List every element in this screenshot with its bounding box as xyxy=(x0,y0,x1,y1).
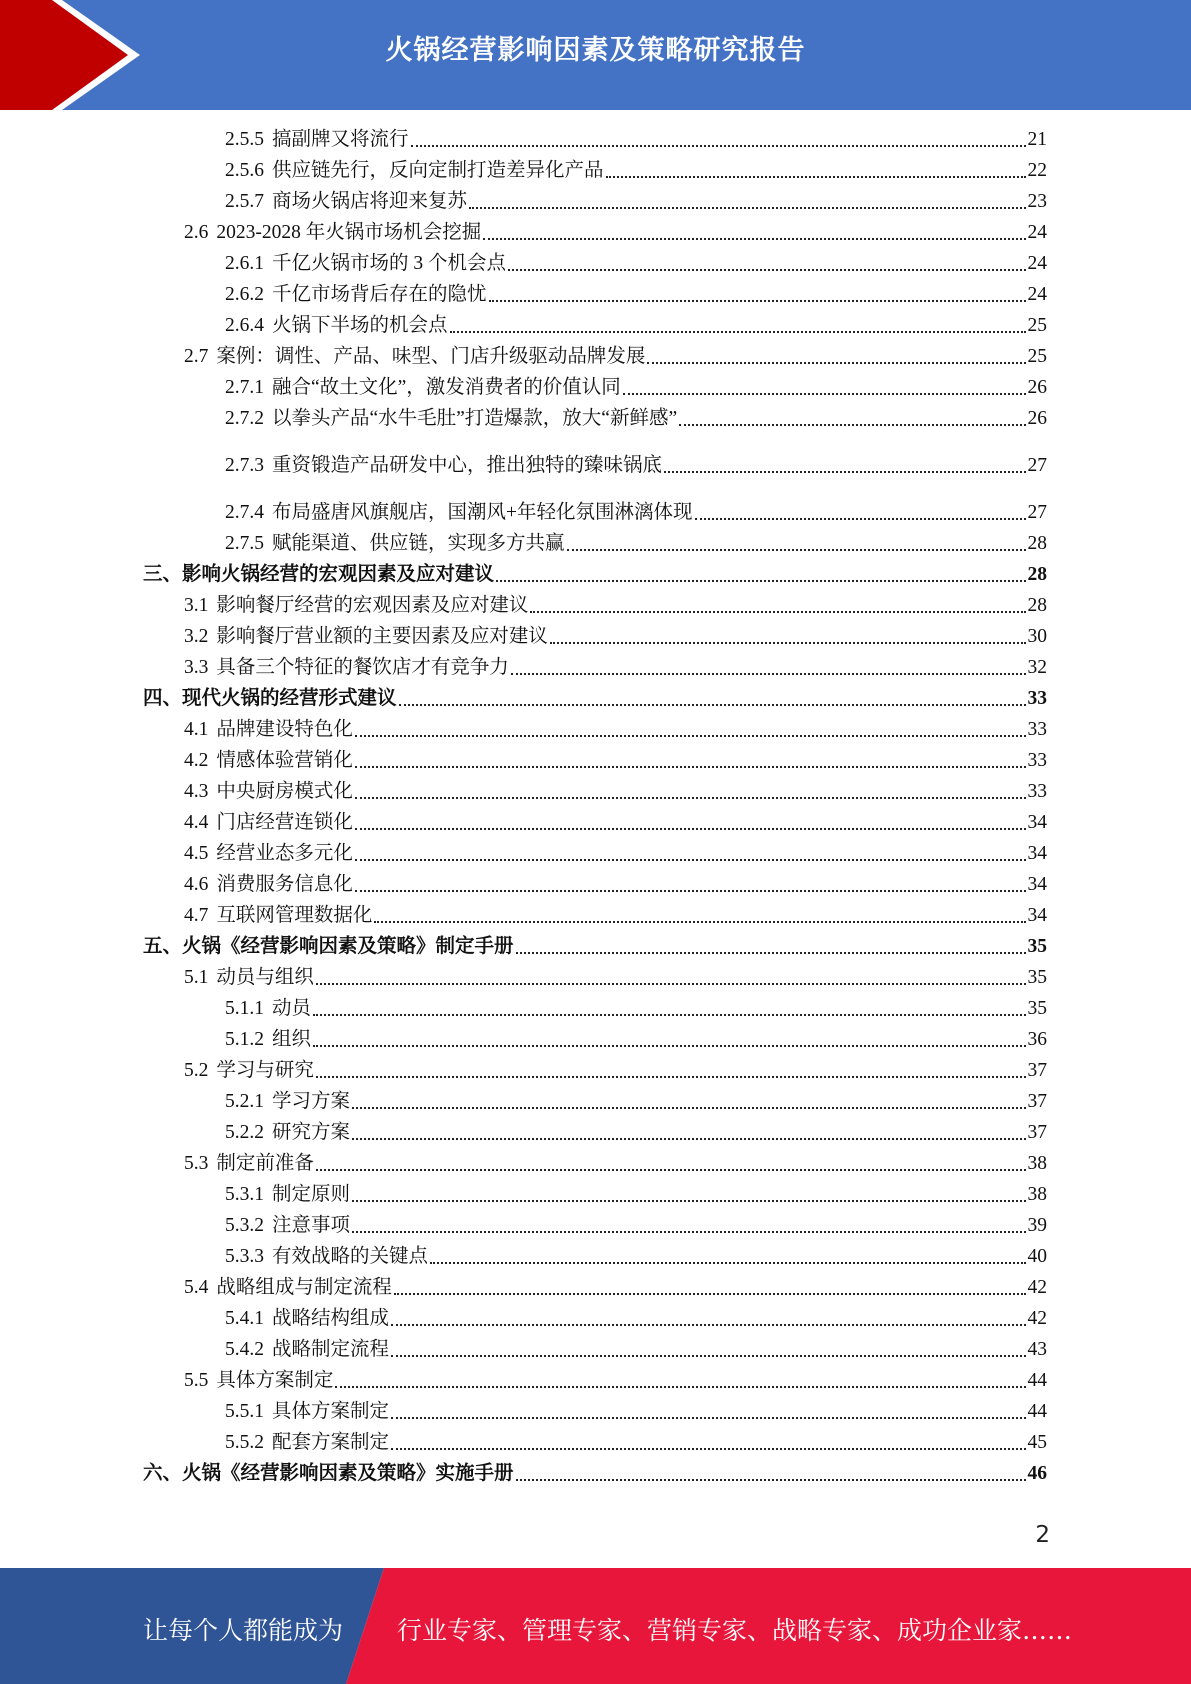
toc-entry-title: 具体方案制定 xyxy=(216,1370,334,1391)
toc-entry-number: 2.7 xyxy=(184,346,209,367)
toc-entry[interactable] xyxy=(184,1059,1047,1083)
toc-dot-leader xyxy=(355,859,1026,861)
toc-entry-page: 24 xyxy=(1027,222,1047,243)
toc-dot-leader xyxy=(399,704,1026,706)
toc-entry-title: 门店经营连锁化 xyxy=(216,812,353,833)
toc-entry-title: 影响餐厅营业额的主要因素及应对建议 xyxy=(216,626,548,647)
toc-entry-number: 4.7 xyxy=(184,905,209,926)
toc-entry-title: 商场火锅店将迎来复苏 xyxy=(272,191,468,212)
toc-entry-page: 28 xyxy=(1027,533,1047,554)
toc-entry[interactable] xyxy=(225,1400,1047,1424)
toc-entry-number: 2.7.1 xyxy=(225,377,264,398)
toc-entry-page: 26 xyxy=(1027,408,1047,429)
toc-entry-number: 5.5 xyxy=(184,1370,209,1391)
toc-entry-page: 45 xyxy=(1027,1432,1047,1453)
toc-entry[interactable] xyxy=(184,904,1047,928)
toc-entry-number: 2.6 xyxy=(184,222,209,243)
toc-entry-number: 2.6.2 xyxy=(225,284,264,305)
toc-entry[interactable] xyxy=(225,1338,1047,1362)
toc-entry-number: 5.4.1 xyxy=(225,1308,264,1329)
toc-entry-title: 动员与组织 xyxy=(216,967,314,988)
toc-entry-number: 5.1.2 xyxy=(225,1029,264,1050)
toc-dot-leader xyxy=(511,673,1026,675)
toc-entry[interactable] xyxy=(184,966,1047,990)
toc-dot-leader xyxy=(313,1045,1025,1047)
toc-entry-title: 消费服务信息化 xyxy=(216,874,353,895)
toc-entry-title: 影响火锅经营的宏观因素及应对建议 xyxy=(182,564,495,585)
toc-entry[interactable] xyxy=(184,780,1047,804)
toc-entry[interactable] xyxy=(225,997,1047,1021)
toc-dot-leader xyxy=(316,1076,1026,1078)
toc-entry-page: 37 xyxy=(1027,1122,1047,1143)
toc-entry[interactable] xyxy=(225,501,1047,525)
toc-entry-title: 经营业态多元化 xyxy=(216,843,353,864)
toc-entry[interactable] xyxy=(225,252,1047,276)
toc-entry-page: 28 xyxy=(1027,595,1047,616)
toc-entry[interactable] xyxy=(184,718,1047,742)
toc-entry-page: 37 xyxy=(1027,1091,1047,1112)
toc-dot-leader xyxy=(316,1169,1026,1171)
toc-entry-page: 33 xyxy=(1027,688,1047,709)
toc-entry-number: 2.7.2 xyxy=(225,408,264,429)
toc-entry-number: 3.3 xyxy=(184,657,209,678)
toc-entry-page: 35 xyxy=(1027,998,1047,1019)
toc-dot-leader xyxy=(530,611,1025,613)
toc-entry-page: 33 xyxy=(1027,781,1047,802)
toc-entry-page: 40 xyxy=(1027,1246,1047,1267)
toc-entry-page: 23 xyxy=(1027,191,1047,212)
toc-entry-title: 制定原则 xyxy=(272,1184,351,1205)
toc-entry-title: 具体方案制定 xyxy=(272,1401,390,1422)
toc-entry-title: 以拳头产品“水牛毛肚”打造爆款，放大“新鲜感” xyxy=(272,408,678,429)
toc-entry-title: 影响餐厅经营的宏观因素及应对建议 xyxy=(216,595,529,616)
toc-entry[interactable] xyxy=(225,1307,1047,1331)
toc-entry-number: 四、 xyxy=(143,688,183,709)
footer-slogan-left: 让每个人都能成为 xyxy=(143,1616,344,1645)
toc-dot-leader xyxy=(394,1293,1026,1295)
toc-entry[interactable] xyxy=(225,1121,1047,1145)
toc-entry-number: 2.6.1 xyxy=(225,253,264,274)
toc-entry-title: 有效战略的关键点 xyxy=(272,1246,429,1267)
toc-entry[interactable] xyxy=(225,1245,1047,1269)
toc-entry[interactable] xyxy=(225,314,1047,338)
page-header xyxy=(0,0,1191,110)
toc-entry-number: 3.2 xyxy=(184,626,209,647)
toc-entry-number: 五、 xyxy=(143,936,183,957)
toc-entry-title: 案例：调性、产品、味型、门店升级驱动品牌发展 xyxy=(216,346,646,367)
toc-dot-leader xyxy=(391,1417,1025,1419)
toc-entry-page: 34 xyxy=(1027,812,1047,833)
toc-dot-leader xyxy=(374,921,1025,923)
toc-dot-leader xyxy=(489,300,1026,302)
toc-dot-leader xyxy=(352,1107,1025,1109)
toc-dot-leader xyxy=(335,1386,1025,1388)
toc-dot-leader xyxy=(496,580,1025,582)
toc-entry-number: 2.6.4 xyxy=(225,315,264,336)
toc-dot-leader xyxy=(606,176,1026,178)
toc-dot-leader xyxy=(664,471,1025,473)
toc-entry-page: 38 xyxy=(1027,1184,1047,1205)
toc-entry-number: 5.5.1 xyxy=(225,1401,264,1422)
toc-entry-title: 战略制定流程 xyxy=(272,1339,390,1360)
toc-dot-leader xyxy=(352,1138,1025,1140)
header-title: 火锅经营影响因素及策略研究报告 xyxy=(385,35,806,66)
toc-entry-title: 互联网管理数据化 xyxy=(216,905,373,926)
toc-entry-page: 44 xyxy=(1027,1401,1047,1422)
toc-entry-page: 33 xyxy=(1027,750,1047,771)
toc-entry-number: 5.2.1 xyxy=(225,1091,264,1112)
toc-dot-leader xyxy=(391,1355,1025,1357)
toc-entry-number: 5.1.1 xyxy=(225,998,264,1019)
toc-entry-page: 27 xyxy=(1027,455,1047,476)
toc-entry[interactable] xyxy=(184,656,1047,680)
toc-entry-title: 战略结构组成 xyxy=(272,1308,390,1329)
page-number: 2 xyxy=(1035,1522,1050,1548)
toc-entry[interactable] xyxy=(143,935,1047,959)
toc-dot-leader xyxy=(411,145,1026,147)
toc-dot-leader xyxy=(391,1448,1025,1450)
toc-entry-title: 情感体验营销化 xyxy=(216,750,353,771)
toc-dot-leader xyxy=(355,890,1026,892)
toc-entry-title: 火锅《经营影响因素及策略》制定手册 xyxy=(182,936,514,957)
toc-entry-page: 25 xyxy=(1027,315,1047,336)
toc-entry-number: 2.7.3 xyxy=(225,455,264,476)
toc-entry-number: 4.5 xyxy=(184,843,209,864)
toc-entry-page: 33 xyxy=(1027,719,1047,740)
toc-entry-title: 学习与研究 xyxy=(216,1060,314,1081)
toc-entry[interactable] xyxy=(225,454,1047,478)
toc-entry[interactable] xyxy=(184,811,1047,835)
toc-dot-leader xyxy=(516,952,1026,954)
toc-entry-title: 布局盛唐风旗舰店，国潮风+年轻化氛围淋漓体现 xyxy=(272,502,693,523)
toc-entry[interactable] xyxy=(184,1369,1047,1393)
toc-entry-page: 35 xyxy=(1027,967,1047,988)
toc-entry-number: 5.2.2 xyxy=(225,1122,264,1143)
toc-entry[interactable] xyxy=(225,1183,1047,1207)
toc-entry[interactable] xyxy=(225,190,1047,214)
toc-entry-number: 5.3 xyxy=(184,1153,209,1174)
toc-entry[interactable] xyxy=(225,532,1047,556)
toc-entry-page: 26 xyxy=(1027,377,1047,398)
toc-dot-leader xyxy=(313,1014,1025,1016)
toc-dot-leader xyxy=(355,735,1026,737)
toc-entry-number: 5.3.2 xyxy=(225,1215,264,1236)
toc-entry-title: 火锅《经营影响因素及策略》实施手册 xyxy=(182,1463,514,1484)
toc-entry[interactable] xyxy=(225,128,1047,152)
toc-entry-title: 研究方案 xyxy=(272,1122,351,1143)
toc-dot-leader xyxy=(516,1479,1026,1481)
toc-entry-title: 制定前准备 xyxy=(216,1153,314,1174)
toc-dot-leader xyxy=(450,331,1026,333)
toc-entry[interactable] xyxy=(225,1028,1047,1052)
toc-entry[interactable] xyxy=(184,345,1047,369)
toc-entry-page: 25 xyxy=(1027,346,1047,367)
toc-entry-title: 现代火锅的经营形式建议 xyxy=(182,688,397,709)
toc-entry[interactable] xyxy=(225,159,1047,183)
toc-entry-number: 5.3.1 xyxy=(225,1184,264,1205)
toc-entry-title: 注意事项 xyxy=(272,1215,351,1236)
toc-entry[interactable] xyxy=(225,1431,1047,1455)
toc-entry-page: 43 xyxy=(1027,1339,1047,1360)
toc-entry-page: 21 xyxy=(1027,129,1047,150)
toc-entry[interactable] xyxy=(225,283,1047,307)
toc-entry-page: 28 xyxy=(1027,564,1047,585)
toc-entry-number: 六、 xyxy=(143,1463,183,1484)
toc-entry[interactable] xyxy=(184,221,1047,245)
toc-entry-number: 4.4 xyxy=(184,812,209,833)
toc-entry-title: 2023-2028 年火锅市场机会挖掘 xyxy=(216,222,482,243)
toc-entry-number: 4.2 xyxy=(184,750,209,771)
toc-dot-leader xyxy=(352,1200,1025,1202)
toc-dot-leader xyxy=(508,269,1025,271)
toc-entry-number: 5.2 xyxy=(184,1060,209,1081)
toc-entry-title: 融合“故土文化”，激发消费者的价值认同 xyxy=(272,377,621,398)
toc-entry-number: 5.3.3 xyxy=(225,1246,264,1267)
toc-entry-title: 赋能渠道、供应链，实现多方共赢 xyxy=(272,533,565,554)
toc-entry-number: 5.4 xyxy=(184,1277,209,1298)
toc-entry-title: 千亿市场背后存在的隐忧 xyxy=(272,284,487,305)
toc-entry-title: 千亿火锅市场的 3 个机会点 xyxy=(272,253,507,274)
toc-entry[interactable] xyxy=(184,749,1047,773)
toc-entry-number: 5.1 xyxy=(184,967,209,988)
toc-entry-page: 24 xyxy=(1027,253,1047,274)
toc-entry-page: 24 xyxy=(1027,284,1047,305)
toc-dot-leader xyxy=(355,766,1026,768)
toc-entry[interactable] xyxy=(184,1152,1047,1176)
toc-entry[interactable] xyxy=(184,625,1047,649)
toc-entry[interactable] xyxy=(225,1090,1047,1114)
toc-entry[interactable] xyxy=(143,563,1047,587)
toc-entry-title: 火锅下半场的机会点 xyxy=(272,315,448,336)
toc-entry-page: 35 xyxy=(1027,936,1047,957)
toc-entry-number: 4.3 xyxy=(184,781,209,802)
toc-entry[interactable] xyxy=(184,594,1047,618)
toc-entry-page: 46 xyxy=(1027,1463,1047,1484)
footer-slogan-right: 行业专家、管理专家、营销专家、战略专家、成功企业家…… xyxy=(397,1616,1073,1645)
toc-entry-page: 42 xyxy=(1027,1308,1047,1329)
toc-entry-title: 供应链先行，反向定制打造差异化产品 xyxy=(272,160,604,181)
toc-entry-page: 22 xyxy=(1027,160,1047,181)
toc-entry-number: 3.1 xyxy=(184,595,209,616)
toc-entry[interactable] xyxy=(225,376,1047,400)
toc-entry-number: 2.5.7 xyxy=(225,191,264,212)
toc-entry-number: 2.7.5 xyxy=(225,533,264,554)
toc-entry-page: 34 xyxy=(1027,843,1047,864)
toc-entry-page: 30 xyxy=(1027,626,1047,647)
toc-entry-page: 39 xyxy=(1027,1215,1047,1236)
toc-entry-page: 27 xyxy=(1027,502,1047,523)
toc-entry[interactable] xyxy=(143,1462,1047,1486)
toc-entry-page: 32 xyxy=(1027,657,1047,678)
toc-entry-title: 组织 xyxy=(272,1029,312,1050)
toc-entry-number: 4.1 xyxy=(184,719,209,740)
toc-dot-leader xyxy=(550,642,1026,644)
toc-entry-title: 战略组成与制定流程 xyxy=(216,1277,392,1298)
toc-entry-page: 42 xyxy=(1027,1277,1047,1298)
toc-entry-title: 中央厨房模式化 xyxy=(216,781,353,802)
toc-dot-leader xyxy=(567,549,1026,551)
toc-dot-leader xyxy=(695,518,1026,520)
toc-dot-leader xyxy=(352,1231,1025,1233)
toc-dot-leader xyxy=(430,1262,1025,1264)
toc-entry[interactable] xyxy=(184,842,1047,866)
toc-entry-title: 重资锻造产品研发中心，推出独特的臻味锅底 xyxy=(272,455,663,476)
toc-entry-title: 品牌建设特色化 xyxy=(216,719,353,740)
toc-dot-leader xyxy=(316,983,1026,985)
toc-entry[interactable] xyxy=(184,1276,1047,1300)
toc-entry-page: 37 xyxy=(1027,1060,1047,1081)
toc-entry-title: 学习方案 xyxy=(272,1091,351,1112)
toc-entry-number: 4.6 xyxy=(184,874,209,895)
toc-entry-number: 2.5.6 xyxy=(225,160,264,181)
toc-entry-number: 2.5.5 xyxy=(225,129,264,150)
toc-entry-number: 5.5.2 xyxy=(225,1432,264,1453)
toc-entry-number: 2.7.4 xyxy=(225,502,264,523)
toc-entry-page: 44 xyxy=(1027,1370,1047,1391)
toc-entry-title: 动员 xyxy=(272,998,312,1019)
toc-dot-leader xyxy=(391,1324,1025,1326)
toc-dot-leader xyxy=(355,797,1026,799)
toc-dot-leader xyxy=(647,362,1025,364)
toc-dot-leader xyxy=(355,828,1026,830)
toc-entry-title: 配套方案制定 xyxy=(272,1432,390,1453)
toc-dot-leader xyxy=(483,238,1025,240)
toc-dot-leader xyxy=(623,393,1026,395)
toc-entry[interactable] xyxy=(184,873,1047,897)
toc-entry[interactable] xyxy=(225,407,1047,431)
page-footer xyxy=(0,1568,1191,1684)
toc-entry-number: 三、 xyxy=(143,564,183,585)
toc-entry-number: 5.4.2 xyxy=(225,1339,264,1360)
toc-entry-page: 34 xyxy=(1027,905,1047,926)
toc-dot-leader xyxy=(469,207,1025,209)
toc-entry-page: 34 xyxy=(1027,874,1047,895)
toc-dot-leader xyxy=(679,424,1025,426)
toc-entry-page: 38 xyxy=(1027,1153,1047,1174)
toc-entry-title: 具备三个特征的餐饮店才有竞争力 xyxy=(216,657,509,678)
toc-entry[interactable] xyxy=(225,1214,1047,1238)
toc-entry-title: 搞副牌又将流行 xyxy=(272,129,409,150)
toc-entry[interactable] xyxy=(143,687,1047,711)
toc-entry-page: 36 xyxy=(1027,1029,1047,1050)
